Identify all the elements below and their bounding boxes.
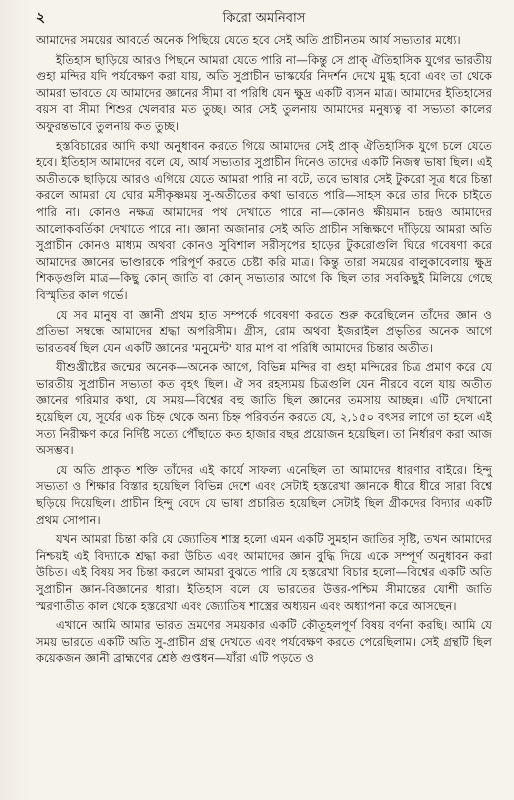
body-text [36, 32, 492, 667]
paragraph: আমাদের সময়ের আবর্তে অনেক পিছিয়ে যেতে হবে সেই অতি প্রাচীনতম আর্য সভ্যতার মধ্যে। [36, 33, 461, 47]
paragraph: এখানে আমি আমার ভারত ভ্রমণের সময়কার একটি কৌতূহলপূর্ণ বিষয় বর্ণনা করছি। আমি যে সময় ভারতে একটি অতি সু-প্রাচীন গ্রন্থ দেখতে এবং পর্যবেক্ষণ করতে পেরেছিলাম। সেই গ্রন্থটি ছিল কয়েকজন জ্ঞানী ব্রাহ্মণের শ্রেষ্ঠ গুপ্তধন—যাঁরা এটি পড়তে ও [36, 618, 492, 666]
paragraph: যে অতি প্রাকৃত শক্তি তাঁদের এই কার্যে সাফল্য এনেছিল তা আমাদের ধারণার বাইরে। হিন্দু সভ্যতা ও শিক্ষার বিস্তার হয়েছিল বিভিন্ন দেশে এবং সেটাই হস্তরেখা জ্ঞানকে ধীরে ধীরে সারা বিশ্বে ছড়িয়ে দিয়েছিল। প্রাচীন হিন্দু বেদে যে ভাষা প্রচারিত হয়েছিল সেটাই ছিল গ্রীকদের বিদ্যার একটি প্রথম সোপান। [36, 462, 492, 527]
paragraph: যে সব মানুষ বা জ্ঞানী প্রথম হাত সম্পর্কে গবেষণা করতে শুরু করেছিলেন তাঁদের জ্ঞান ও প্রতিভা সম্বন্ধে আমাদের শ্রদ্ধা অপরিসীম। গ্রীস, রোম অথবা ইজরাইল প্রভৃতির অনেক আগে ভারতবর্ষ ছিল যেন একটি জ্ঞানের 'মনুমেন্ট' যার মাপ বা পরিধি আমাদের চিন্তার অতীত। [36, 307, 492, 355]
running-title: কিরো অমনিবাস [222, 11, 306, 26]
paragraph: যখন আমরা চিন্তা করি যে জ্যোতিষ শাস্ত্র হলো এমন একটি সুমহান জাতির সৃষ্টি, তখন আমাদের নিশ্চয়ই এই বিদ্যাকে শ্রদ্ধা করা উচিত এবং আমাদের জ্ঞান বুদ্ধি দিয়ে একে সম্পূর্ণ অনুধাবন করা উচিত। এই বিষয় সব চিন্তা করলে আমরা বুঝতে পারি যে হস্তরেখা বিচার হলো—বিশ্বের একটি অতি সুপ্রাচীন জ্ঞান-বিজ্ঞানের ধারা। ইতিহাস বলে যে ভারতের উত্তর-পশ্চিম সীমান্তের যোশী জাতি স্মরণাতীত কাল থেকে হস্তরেখা এবং জ্যোতিষ শাস্ত্রের অধ্যয়ন এবং অধ্যাপনা করে আসছেন। [36, 532, 492, 613]
page-number: ২ [36, 10, 46, 26]
paragraph: হস্তবিচারের আদি কথা অনুধাবন করতে গিয়ে আমাদের সেই প্রাক্‌ ঐতিহাসিক যুগে চলে যেতে হবে। ইতিহাস আমাদের বলে যে, আর্য সভ্যতার সুপ্রাচীন দিনেও তাদের একটি নিজস্ব ভাষা ছিল। এই অতীতকে ছাড়িয়ে আরও এগিয়ে যেতে আমরা পারি না বটে, তবে ভাষার সেই টুকরো সূত্র ধরে চিন্তা করলে আমরা যে ঘোর মসীকৃষ্ণময় সু-অতীতের কথা ভাবতে পারি—সাহস করে তার দিকে চাইতে পারি না। কোনও নক্ষত্র আমাদের পথ দেখাতে পারে না—কোনও ক্ষীয়মান চন্দ্রও আমাদের আলোকবর্তিকা দেখাতে পারে না। জ্ঞানা অজানার সেই অতি প্রাচীন সন্ধিক্ষণে দাঁড়িয়ে আমরা অতি সুপ্রাচীন কোনও মাধ্যম অথবা কোনও সুবিশাল সরীসৃপের হাড়ের টুকরোগুলি ঘিরে গবেষণা করে আমাদের জ্ঞানের ভাণ্ডারকে পরিপূর্ণ করতে চেষ্টা করি মাত্র। কিন্তু তারা সময়ের বালুকাবেলায় ক্ষুদ্র শিকড়গুলি মাত্র—কিছু কোন্‌ জাতি বা কোন্‌ সভ্যতার আগে কি ছিল তার সবকিছুই মিলিয়ে গেছে বিস্মৃতির কাল গর্ভে। [36, 138, 492, 302]
page-header [36, 6, 492, 30]
paragraph: ইতিহাস ছাড়িয়ে আরও পিছনে আমরা যেতে পারি না—কিন্তু সে প্রাক্‌ ঐতিহাসিক যুগের ভারতীয় গুহা মন্দির যদি পর্যবেক্ষণ করা যায়, অতি সুপ্রাচীন ভাস্কর্যের নিদর্শন দেখে মুগ্ধ হবো এবং তা থেকে আমরা ভাবতে যে আমাদের জ্ঞানের সীমা বা পরিধি যেন ক্ষুদ্র একটি ব্যসন মাত্র। আমাদের ইতিহাসের বয়স বা সীমা শিশুর খেলবার মত তুচ্ছ। আর সেই তুলনায় আমাদের মনুষ্যত্ব বা সভ্যতা কালের অফুরন্তভাবে তুলনায় কত তুচ্ছ। [36, 52, 492, 133]
paragraph: যীশুখ্রীষ্টের জন্মের অনেক—অনেক আগে, বিভিন্ন মন্দির বা গুহা মন্দিরের চিত্র প্রমাণ করে যে ভারতীয় সুপ্রাচীন সভ্যতা কত বৃহৎ ছিল। ঐ সব রহস্যময় চিত্রগুলি যেন নীরবে বলে যায় অতীত জ্ঞানের গরিমার কথা, যে সময়—বিশ্বের বহু জাতি ছিল জ্ঞানের তমসায় আচ্ছন্ন। এটি দেখানো হয়েছিল যে, সূর্যের এক চিহ্ন থেকে অন্য চিহ্ন পরিবর্তন করতে যে, ২,১৫০ বৎসর লাগে তা হলে এই সত্য নিরীক্ষণ করে নির্দিষ্ট সত্যে পৌঁছাতে কত হাজার বছর প্রয়োজন হয়েছিল। তা নির্ধারণ করা আজ অসম্ভব। [36, 360, 492, 458]
